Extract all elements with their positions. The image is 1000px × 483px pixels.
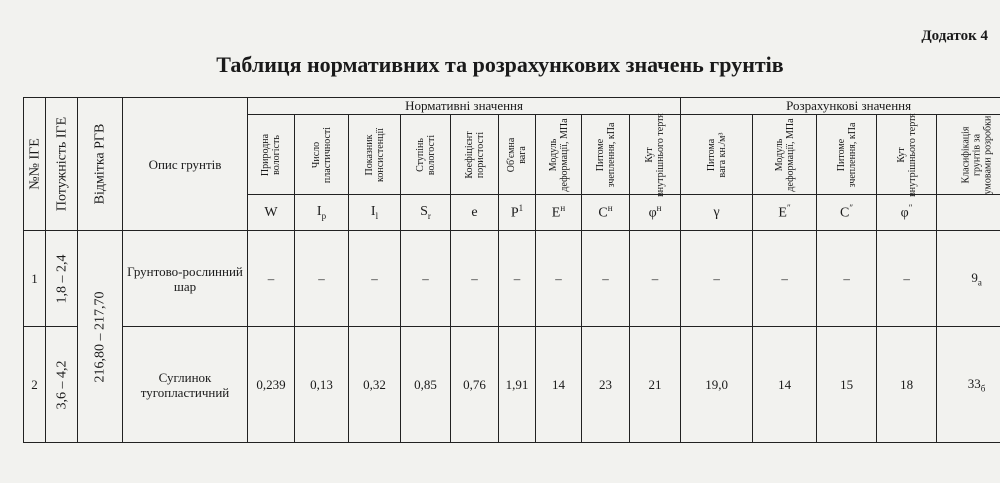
column-symbol: e	[451, 195, 499, 231]
header-thickness: Потужність ІГЕ	[46, 98, 78, 231]
column-symbol: C″	[817, 195, 877, 231]
column-symbol: $C^н$	[582, 195, 630, 231]
column-label: Природна вологість	[248, 115, 295, 195]
soil-description: Суглинок тугопластичний	[123, 327, 248, 443]
column-symbol: W	[248, 195, 295, 231]
normative-value: 0,239	[248, 327, 295, 443]
design-value: –	[877, 231, 937, 327]
normative-value: –	[401, 231, 451, 327]
normative-value: 21	[630, 327, 681, 443]
column-symbol: E″	[753, 195, 817, 231]
normative-value: 14	[536, 327, 582, 443]
normative-value: 0,85	[401, 327, 451, 443]
column-label: Питоме зчеплення, кПа	[817, 115, 877, 195]
header-normative-group: Нормативні значення	[248, 98, 681, 115]
column-label: Питома вага кн./м³	[681, 115, 753, 195]
ige-thickness: 3,6 – 4,2	[46, 327, 78, 443]
normative-value: –	[451, 231, 499, 327]
column-symbol: $P^1$	[499, 195, 536, 231]
column-symbol: $E^н$	[536, 195, 582, 231]
table-title: Таблиця нормативних та розрахункових значень грунтів	[216, 52, 784, 77]
ige-thickness: 1,8 – 2,4	[46, 231, 78, 327]
soil-class: $33_б$	[937, 327, 1000, 443]
column-label: Модуль деформації, МПа	[536, 115, 582, 195]
column-symbol: γ	[681, 195, 753, 231]
ige-number: 2	[24, 327, 46, 443]
soil-description: Грунтово-рослинний шар	[123, 231, 248, 327]
design-value: 19,0	[681, 327, 753, 443]
design-value: –	[681, 231, 753, 327]
column-symbol: φ″	[877, 195, 937, 231]
column-label: Ступінь вологості	[401, 115, 451, 195]
header-ige-no: №№ ІГЕ	[24, 98, 46, 231]
normative-value: –	[499, 231, 536, 327]
normative-value: –	[582, 231, 630, 327]
normative-value: –	[536, 231, 582, 327]
normative-value: 0,76	[451, 327, 499, 443]
column-symbol: $I_p$	[295, 195, 349, 231]
header-rgv-mark: Відмітка РГВ	[78, 98, 123, 231]
normative-value: 23	[582, 327, 630, 443]
design-value: 18	[877, 327, 937, 443]
normative-value: –	[630, 231, 681, 327]
normative-value: –	[295, 231, 349, 327]
header-design-group: Розрахункові значення	[681, 98, 1000, 115]
soil-class: $9_а$	[937, 231, 1000, 327]
column-symbol	[937, 195, 1000, 231]
normative-value: 1,91	[499, 327, 536, 443]
normative-value: –	[248, 231, 295, 327]
design-value: 15	[817, 327, 877, 443]
normative-value: 0,32	[349, 327, 401, 443]
column-symbol: $\varphi^н$	[630, 195, 681, 231]
ige-number: 1	[24, 231, 46, 327]
design-value: 14	[753, 327, 817, 443]
column-symbol: $S_r$	[401, 195, 451, 231]
column-label: Модуль деформації, МПа	[753, 115, 817, 195]
column-label: Коефіцієнт пористості	[451, 115, 499, 195]
appendix-label: Додаток 4	[921, 28, 988, 44]
column-label: Класифікація грунтів за умовами розробки	[937, 115, 1000, 195]
column-label: Показник консистенції	[349, 115, 401, 195]
header-description: Опис грунтів	[123, 98, 248, 231]
rgv-mark-value: 216,80 – 217,70	[78, 231, 123, 443]
column-label: Кут внутрішнього тертя	[877, 115, 937, 195]
normative-value: –	[349, 231, 401, 327]
column-label: Питоме зчеплення, кПа	[582, 115, 630, 195]
design-value: –	[753, 231, 817, 327]
column-label: Число пластичності	[295, 115, 349, 195]
column-symbol: $I_l$	[349, 195, 401, 231]
normative-value: 0,13	[295, 327, 349, 443]
soil-properties-table	[23, 97, 1000, 443]
column-label: Об'ємна вага	[499, 115, 536, 195]
design-value: –	[817, 231, 877, 327]
column-label: Кут внутрішнього тертя	[630, 115, 681, 195]
